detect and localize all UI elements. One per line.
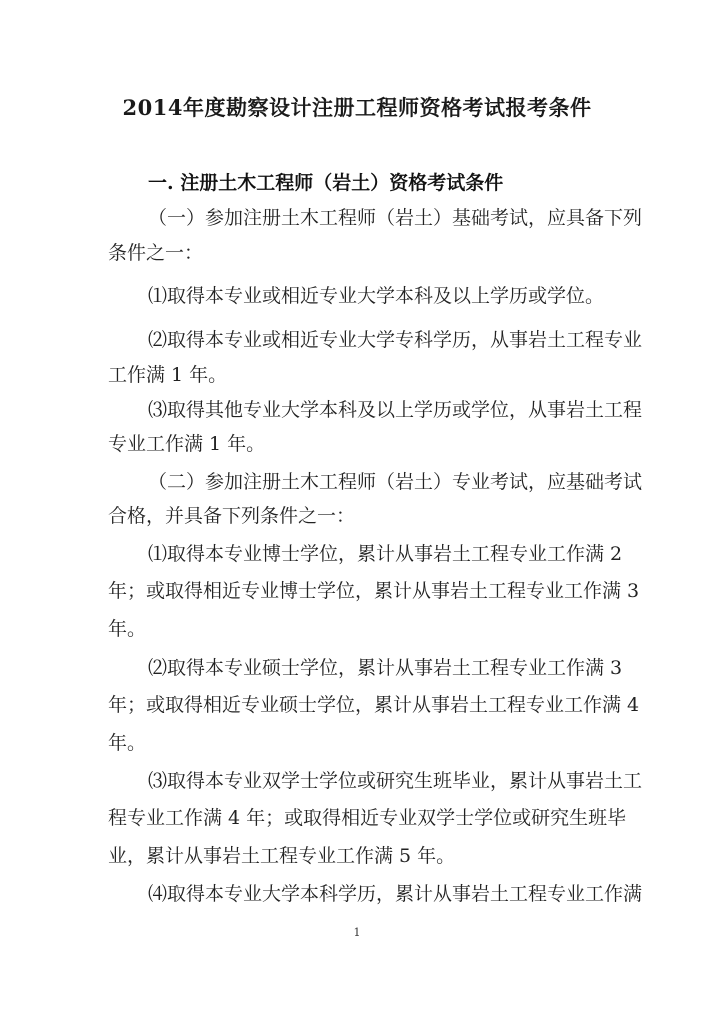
paragraph-line: ⑵取得本专业或相近专业大学专科学历，从事岩土工程专业 — [148, 329, 643, 351]
paragraph-line: 年。 — [108, 618, 147, 640]
paragraph-line: ⑴取得本专业或相近专业大学本科及以上学历或学位。 — [148, 285, 605, 307]
paragraph-line: 业，累计从事岩土工程专业工作满 5 年。 — [108, 845, 456, 867]
page-number: 1 — [353, 926, 361, 939]
paragraph-line: 合格，并具备下列条件之一： — [108, 505, 356, 527]
section-heading: 一. 注册土木工程师（岩土）资格考试条件 — [148, 172, 504, 194]
paragraph-line: 专业工作满 1 年。 — [108, 433, 266, 455]
document-title: 2014年度勘察设计注册工程师资格考试报考条件 — [122, 95, 592, 120]
paragraph-line: 程专业工作满 4 年；或取得相近专业双学士学位或研究生班毕 — [108, 807, 627, 829]
paragraph-line: ⑴取得本专业博士学位，累计从事岩土工程专业工作满 2 — [148, 543, 623, 565]
paragraph-line: 工作满 1 年。 — [108, 364, 228, 386]
paragraph-line: （二）参加注册土木工程师（岩土）专业考试，应基础考试 — [148, 471, 643, 493]
paragraph-line: ⑵取得本专业硕士学位，累计从事岩土工程专业工作满 3 — [148, 657, 623, 679]
paragraph-line: ⑶取得其他专业大学本科及以上学历或学位，从事岩土工程 — [148, 399, 643, 421]
paragraph-line: ⑷取得本专业大学本科学历，累计从事岩土工程专业工作满 — [148, 883, 643, 905]
paragraph-line: ⑶取得本专业双学士学位或研究生班毕业，累计从事岩土工 — [148, 770, 643, 792]
paragraph-line: 年；或取得相近专业博士学位，累计从事岩土工程专业工作满 3 — [108, 580, 640, 602]
paragraph-line: 年。 — [108, 732, 147, 754]
paragraph-line: 年；或取得相近专业硕士学位，累计从事岩土工程专业工作满 4 — [108, 694, 640, 716]
paragraph-line: 条件之一： — [108, 242, 204, 264]
paragraph-line: （一）参加注册土木工程师（岩土）基础考试，应具备下列 — [148, 207, 643, 229]
